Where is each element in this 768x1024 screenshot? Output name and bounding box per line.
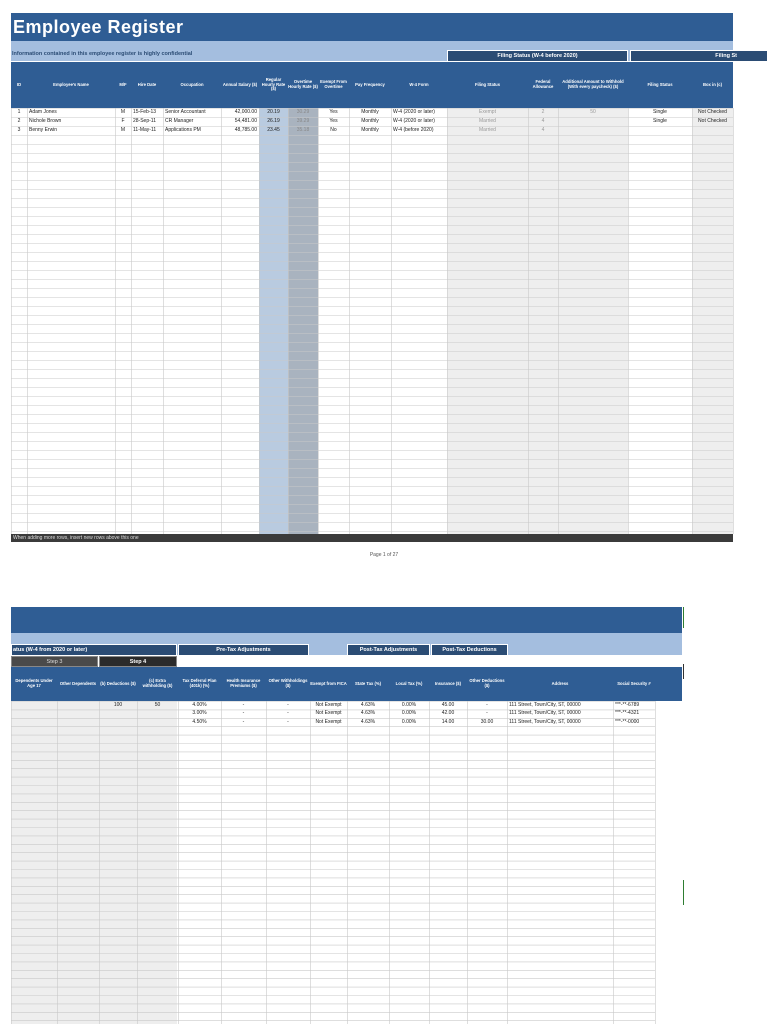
p1-col-header-1: Employee's Name	[53, 81, 89, 87]
p1-col-header-0: ID	[16, 81, 22, 87]
p2-row-2-cell-11[interactable]: -	[486, 710, 488, 717]
p2-row-1-cell-7[interactable]: Not Exempt	[315, 702, 342, 708]
p1-row-2-cell-14[interactable]: Single	[653, 118, 667, 124]
p1-row-1-cell-6[interactable]: 20.19	[267, 109, 280, 115]
p2-col-header-6: Other Withholdings ($)	[268, 678, 308, 688]
p2-row-2-cell-9[interactable]: 0.00%	[401, 710, 417, 717]
p2-row-1-cell-5[interactable]: -	[242, 702, 245, 708]
p1-row-3-cell-10[interactable]: W-4 (before 2020)	[393, 127, 434, 133]
p1-row-2-cell-8[interactable]: Yes	[329, 118, 338, 124]
p1-row-1-cell-12[interactable]: 2	[541, 109, 545, 115]
p1-row-1-cell-1[interactable]: Adam Jones	[29, 109, 57, 115]
p2-col-header-7: Exempt from FICA	[310, 680, 347, 686]
p2-row-3-cell-9[interactable]: 0.00%	[401, 718, 417, 725]
p1-row-2-cell-3[interactable]: 28-Sep-11	[133, 118, 156, 124]
p2-col-header-1: Other Dependents	[59, 680, 97, 686]
p1-row-1-cell-13[interactable]: 50	[590, 109, 596, 115]
p1-row-1-cell-3[interactable]: 15-Feb-13	[133, 109, 157, 115]
p1-row-3-cell-5[interactable]: 48,785.00	[234, 127, 257, 133]
insert-rows-note: When adding more rows, insert new rows above this one	[11, 534, 733, 542]
p2-row-2-cell-7[interactable]: Not Exempt	[315, 710, 342, 717]
p1-row-2-cell-0[interactable]: 2	[17, 118, 21, 124]
p1-row-2-cell-15[interactable]: Not Checked	[698, 118, 727, 124]
p1-col-header-9: Pay Frequency	[355, 81, 385, 87]
p1-col-header-7: Overtime Hourly Rate ($)	[288, 79, 318, 89]
p2-row-1-cell-6[interactable]: -	[287, 702, 289, 708]
p1-row-2-cell-2[interactable]: F	[121, 118, 125, 124]
p2-row-1-cell-8[interactable]: 4.63%	[360, 702, 376, 708]
step-4-label: Step 4	[99, 656, 177, 667]
p2-row-1-cell-3[interactable]: 50	[154, 702, 161, 708]
p1-col-header-10: W-4 Form	[409, 81, 429, 87]
p1-row-3-cell-0[interactable]: 3	[17, 127, 21, 133]
p1-col-header-3: Hire Date	[137, 81, 157, 87]
p2-row-1-cell-10[interactable]: 45.00	[441, 702, 455, 708]
p2-col-header-4: Tax Deferral Plan (401k) (%)	[182, 678, 217, 688]
p1-col-header-15: Box in (c)	[702, 81, 723, 87]
filing-status-before-2020-header: Filing Status (W-4 before 2020)	[447, 50, 628, 62]
p2-col-header-9: Local Tax (%)	[395, 680, 423, 686]
p1-row-2-cell-9[interactable]: Monthly	[361, 118, 379, 124]
p1-row-3-cell-9[interactable]: Monthly	[361, 127, 379, 133]
p1-col-header-6: Regular Hourly Rate ($)	[261, 76, 286, 92]
p1-row-1-cell-15[interactable]: Not Checked	[698, 109, 727, 115]
p1-row-2-cell-11[interactable]: Married	[479, 118, 496, 124]
p1-col-header-4: Occupation	[180, 81, 204, 87]
p2-col-header-11: Other Deductions ($)	[469, 678, 505, 688]
p2-row-2-cell-10[interactable]: 42.00	[441, 710, 455, 717]
p1-row-1-cell-5[interactable]: 42,000.00	[234, 109, 257, 115]
cell-cursor-marker	[683, 607, 684, 628]
p1-row-1-cell-8[interactable]: Yes	[329, 109, 338, 115]
p2-row-1-cell-9[interactable]: 0.00%	[401, 702, 417, 708]
p2-row-3-cell-8[interactable]: 4.63%	[360, 718, 376, 725]
p1-row-3-cell-7[interactable]: 35.18	[296, 127, 310, 133]
p1-row-2-cell-1[interactable]: Nichole Brown	[29, 118, 62, 124]
p1-row-1-cell-9[interactable]: Monthly	[361, 109, 379, 115]
filing-status-cut-header: Filing St	[630, 50, 768, 62]
p2-row-2-cell-4[interactable]: 3.00%	[192, 710, 207, 717]
p1-row-1-cell-11[interactable]: Exempt	[479, 109, 496, 115]
p1-row-1-cell-0[interactable]: 1	[17, 109, 21, 115]
p2-row-3-cell-11[interactable]: 30.00	[480, 718, 494, 725]
p1-col-header-2: M/F	[119, 81, 127, 87]
confidential-notice: Information contained in this employee register is highly confidential	[12, 51, 193, 57]
p1-row-2-cell-7[interactable]: 39.29	[296, 118, 310, 124]
p2-row-3-cell-13[interactable]: ***-**-0000	[615, 718, 640, 725]
p1-col-header-14: Filing Status	[647, 81, 673, 87]
p2-row-3-cell-12[interactable]: 111 Street, Town/City, ST, 00000	[509, 718, 581, 725]
p1-row-1-cell-2[interactable]: M	[120, 109, 126, 115]
p2-row-2-cell-12[interactable]: 111 Street, Town/City, ST, 00000	[509, 710, 581, 717]
page-number: Page 1 of 27	[369, 552, 399, 558]
filing-status-2020-later-header: atus (W-4 from 2020 or later)	[11, 644, 177, 656]
p1-row-2-cell-4[interactable]: CR Manager	[165, 118, 194, 124]
register-title: Employee Register	[11, 13, 733, 41]
p1-row-1-cell-10[interactable]: W-4 (2020 or later)	[393, 109, 435, 115]
p1-row-3-cell-8[interactable]: No	[330, 127, 337, 133]
p2-row-1-cell-12[interactable]: 111 Street, Town/City, ST, 00000	[509, 702, 581, 708]
cell-cursor-marker	[683, 880, 684, 905]
p1-row-3-cell-12[interactable]: 4	[541, 127, 545, 133]
p2-col-header-13: Social Security #	[617, 680, 651, 686]
post-tax-deductions-header: Post-Tax Deductions	[431, 644, 508, 656]
p2-col-header-5: Health Insurance Premiums ($)	[226, 678, 261, 688]
p1-row-3-cell-2[interactable]: M	[120, 127, 126, 133]
p2-row-1-cell-2[interactable]: 100	[113, 702, 123, 708]
p2-row-3-cell-4[interactable]: 4.50%	[192, 718, 207, 725]
p1-row-2-cell-12[interactable]: 4	[541, 118, 545, 124]
pre-tax-adjustments-header: Pre-Tax Adjustments	[178, 644, 309, 656]
p2-col-header-8: State Tax (%)	[355, 680, 381, 686]
p1-row-3-cell-11[interactable]: Married	[479, 127, 496, 133]
p2-row-2-cell-6[interactable]: -	[287, 710, 289, 717]
p2-row-1-cell-11[interactable]: -	[486, 702, 488, 708]
p1-col-header-11: Filing Status	[474, 81, 501, 87]
p2-col-header-2: (b) Deductions ($)	[100, 680, 136, 686]
p1-row-1-cell-7[interactable]: 30.29	[296, 109, 310, 115]
p1-row-3-cell-6[interactable]: 23.45	[267, 127, 280, 133]
p2-row-3-cell-5[interactable]: -	[242, 718, 245, 725]
p2-row-2-cell-5[interactable]: -	[242, 710, 245, 717]
p1-row-2-cell-5[interactable]: 54,481.00	[234, 118, 257, 124]
p2-col-header-12: Address	[551, 680, 569, 686]
p1-row-1-cell-4[interactable]: Senior Accountant	[165, 109, 206, 115]
p1-col-header-13: Additional Amount to Withhold (With every paycheck) ($)	[562, 79, 624, 89]
p2-row-2-cell-13[interactable]: ***-**-4321	[615, 710, 640, 717]
p2-col-header-3: (c) Extra withholding ($)	[142, 678, 173, 688]
p1-row-3-cell-4[interactable]: Applications PM	[165, 127, 201, 133]
p1-col-header-12: Federal Allowance	[532, 79, 554, 89]
p2-row-3-cell-7[interactable]: Not Exempt	[315, 718, 342, 725]
p1-row-3-cell-1[interactable]: Benny Erwin	[29, 127, 58, 133]
p1-row-3-cell-3[interactable]: 11-May-11	[133, 127, 157, 133]
p2-row-3-cell-10[interactable]: 14.00	[441, 718, 455, 725]
post-tax-adjustments-header: Post-Tax Adjustments	[347, 644, 430, 656]
p2-row-1-cell-4[interactable]: 4.00%	[192, 702, 207, 708]
p1-col-header-8: Exempt From Overtime	[320, 79, 347, 89]
p2-row-3-cell-6[interactable]: -	[287, 718, 289, 725]
p1-row-2-cell-6[interactable]: 26.19	[267, 118, 280, 124]
cell-cursor-marker	[683, 664, 684, 679]
p2-row-1-cell-13[interactable]: ***-**-6789	[615, 702, 640, 708]
p2-col-header-10: Insurance ($)	[434, 680, 462, 686]
step-3-label: Step 3	[11, 656, 98, 667]
p2-col-header-0: Dependents Under Age 17	[15, 678, 53, 688]
p1-row-1-cell-14[interactable]: Single	[653, 109, 667, 115]
p2-row-2-cell-8[interactable]: 4.63%	[360, 710, 376, 717]
p1-row-2-cell-10[interactable]: W-4 (2020 or later)	[393, 118, 435, 124]
p1-col-header-5: Annual Salary ($)	[222, 81, 258, 87]
